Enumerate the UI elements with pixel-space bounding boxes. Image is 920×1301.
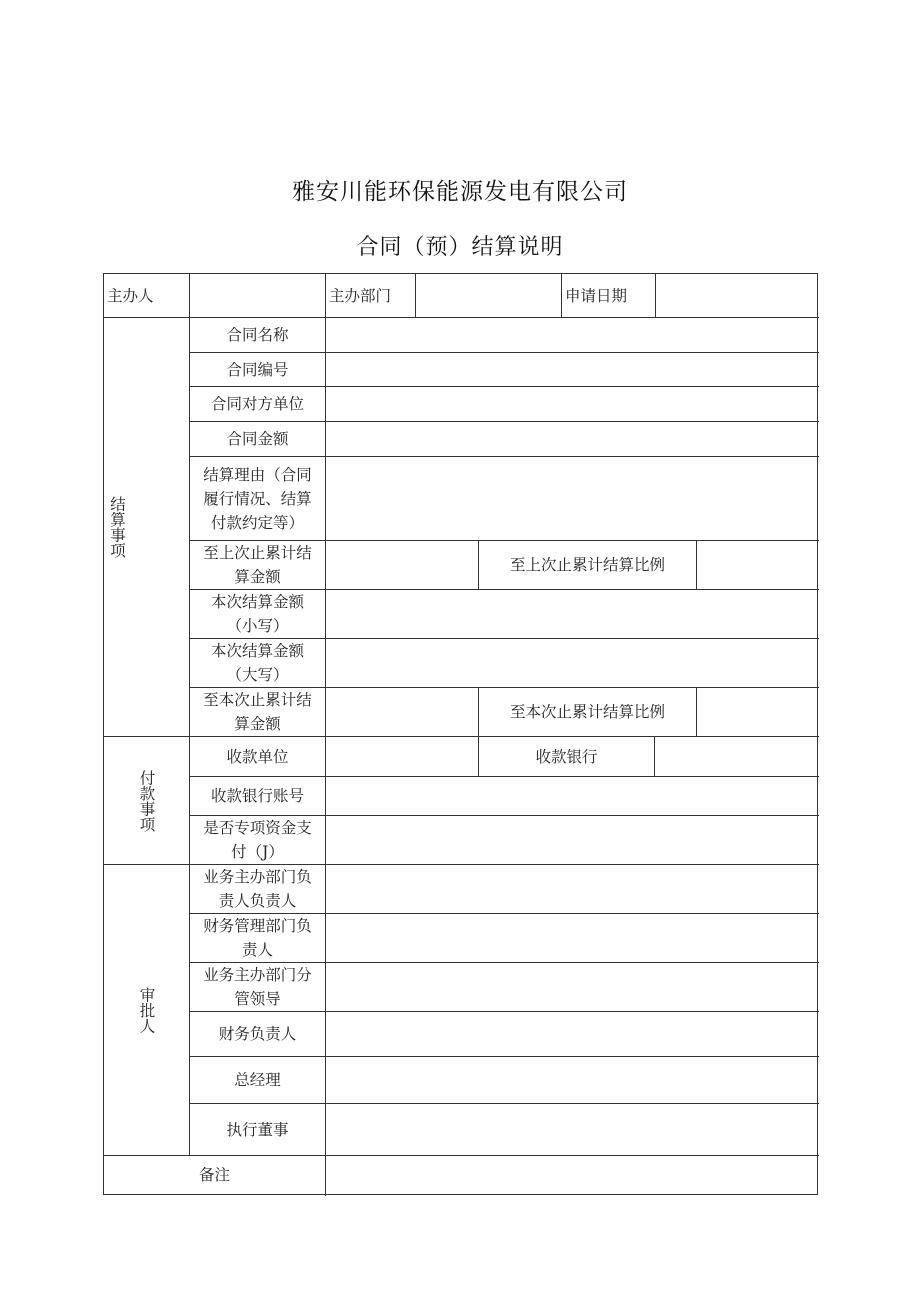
settlement-reason-field[interactable] [326, 457, 819, 540]
payment-group-text: 付款事项 [137, 769, 156, 832]
organizer-dept-field[interactable] [416, 274, 561, 317]
exec-director-signature[interactable] [326, 1104, 819, 1155]
now-cum-ratio-label: 至本次止累计结算比例 [509, 703, 665, 721]
account-label: 收款银行账号 [210, 787, 304, 805]
finance-head-signature[interactable] [326, 1012, 819, 1056]
apply-date-field[interactable] [656, 274, 819, 317]
finance-dept-head-signature[interactable] [326, 914, 819, 962]
dept-supervisor-signature[interactable] [326, 963, 819, 1011]
contract-name-label: 合同名称 [226, 326, 289, 344]
payment-group-label [104, 737, 189, 864]
document-title: 合同（预）结算说明 [356, 235, 564, 260]
prev-cum-amount-field[interactable] [326, 541, 478, 589]
contract-name-field[interactable] [326, 318, 819, 352]
contract-amount-label: 合同金额 [226, 430, 289, 448]
current-small-field[interactable] [326, 590, 819, 638]
counterparty-field[interactable] [326, 387, 819, 421]
organizer-label: 主办人 [107, 286, 154, 305]
company-name: 雅安川能环保能源发电有限公司 [292, 179, 628, 205]
gm-label: 总经理 [234, 1071, 281, 1089]
now-cum-amount-field[interactable] [326, 688, 478, 736]
remarks-field[interactable] [326, 1156, 819, 1194]
current-large-field[interactable] [326, 639, 819, 687]
organizer-field[interactable] [190, 274, 325, 317]
gm-signature[interactable] [326, 1057, 819, 1103]
contract-amount-field[interactable] [326, 422, 819, 456]
settlement-group-label [104, 318, 130, 736]
now-cum-amount-label: 至本次止累计结算金额 [203, 691, 312, 733]
dept-head-signature[interactable] [326, 865, 819, 913]
contract-no-field[interactable] [326, 353, 819, 386]
settlement-group-text: 结算事项 [108, 496, 126, 558]
dept-head-label: 业务主办部门负责人负责人 [203, 868, 312, 910]
bank-field[interactable] [655, 737, 819, 776]
prev-cum-amount-label: 至上次止累计结算金额 [203, 544, 312, 586]
approval-group-text: 审批人 [137, 986, 156, 1034]
remarks-label: 备注 [198, 1166, 230, 1184]
finance-dept-head-label: 财务管理部门负责人 [203, 917, 312, 959]
current-small-label: 本次结算金额（小写） [210, 593, 304, 635]
settlement-form-table [103, 273, 818, 1195]
current-large-label: 本次结算金额（大写） [210, 642, 304, 684]
settlement-reason-label: 结算理由（合同履行情况、结算付款约定等） [203, 465, 312, 532]
organizer-dept-label: 主办部门 [329, 286, 392, 305]
payee-field[interactable] [326, 737, 478, 776]
apply-date-label: 申请日期 [565, 286, 628, 305]
now-cum-ratio-field[interactable] [697, 688, 819, 736]
special-fund-field[interactable] [326, 816, 819, 864]
dept-supervisor-label: 业务主办部门分管领导 [203, 966, 312, 1008]
account-field[interactable] [326, 777, 819, 815]
prev-cum-ratio-field[interactable] [697, 541, 819, 589]
finance-head-label: 财务负责人 [218, 1025, 297, 1043]
approval-group-label [104, 865, 189, 1155]
prev-cum-ratio-label: 至上次止累计结算比例 [509, 556, 665, 574]
bank-label: 收款银行 [535, 747, 598, 766]
special-fund-label: 是否专项资金支付（J） [203, 819, 312, 861]
contract-no-label: 合同编号 [226, 360, 289, 379]
counterparty-label: 合同对方单位 [210, 395, 304, 413]
exec-director-label: 执行董事 [226, 1120, 289, 1139]
payee-label: 收款单位 [226, 747, 289, 766]
